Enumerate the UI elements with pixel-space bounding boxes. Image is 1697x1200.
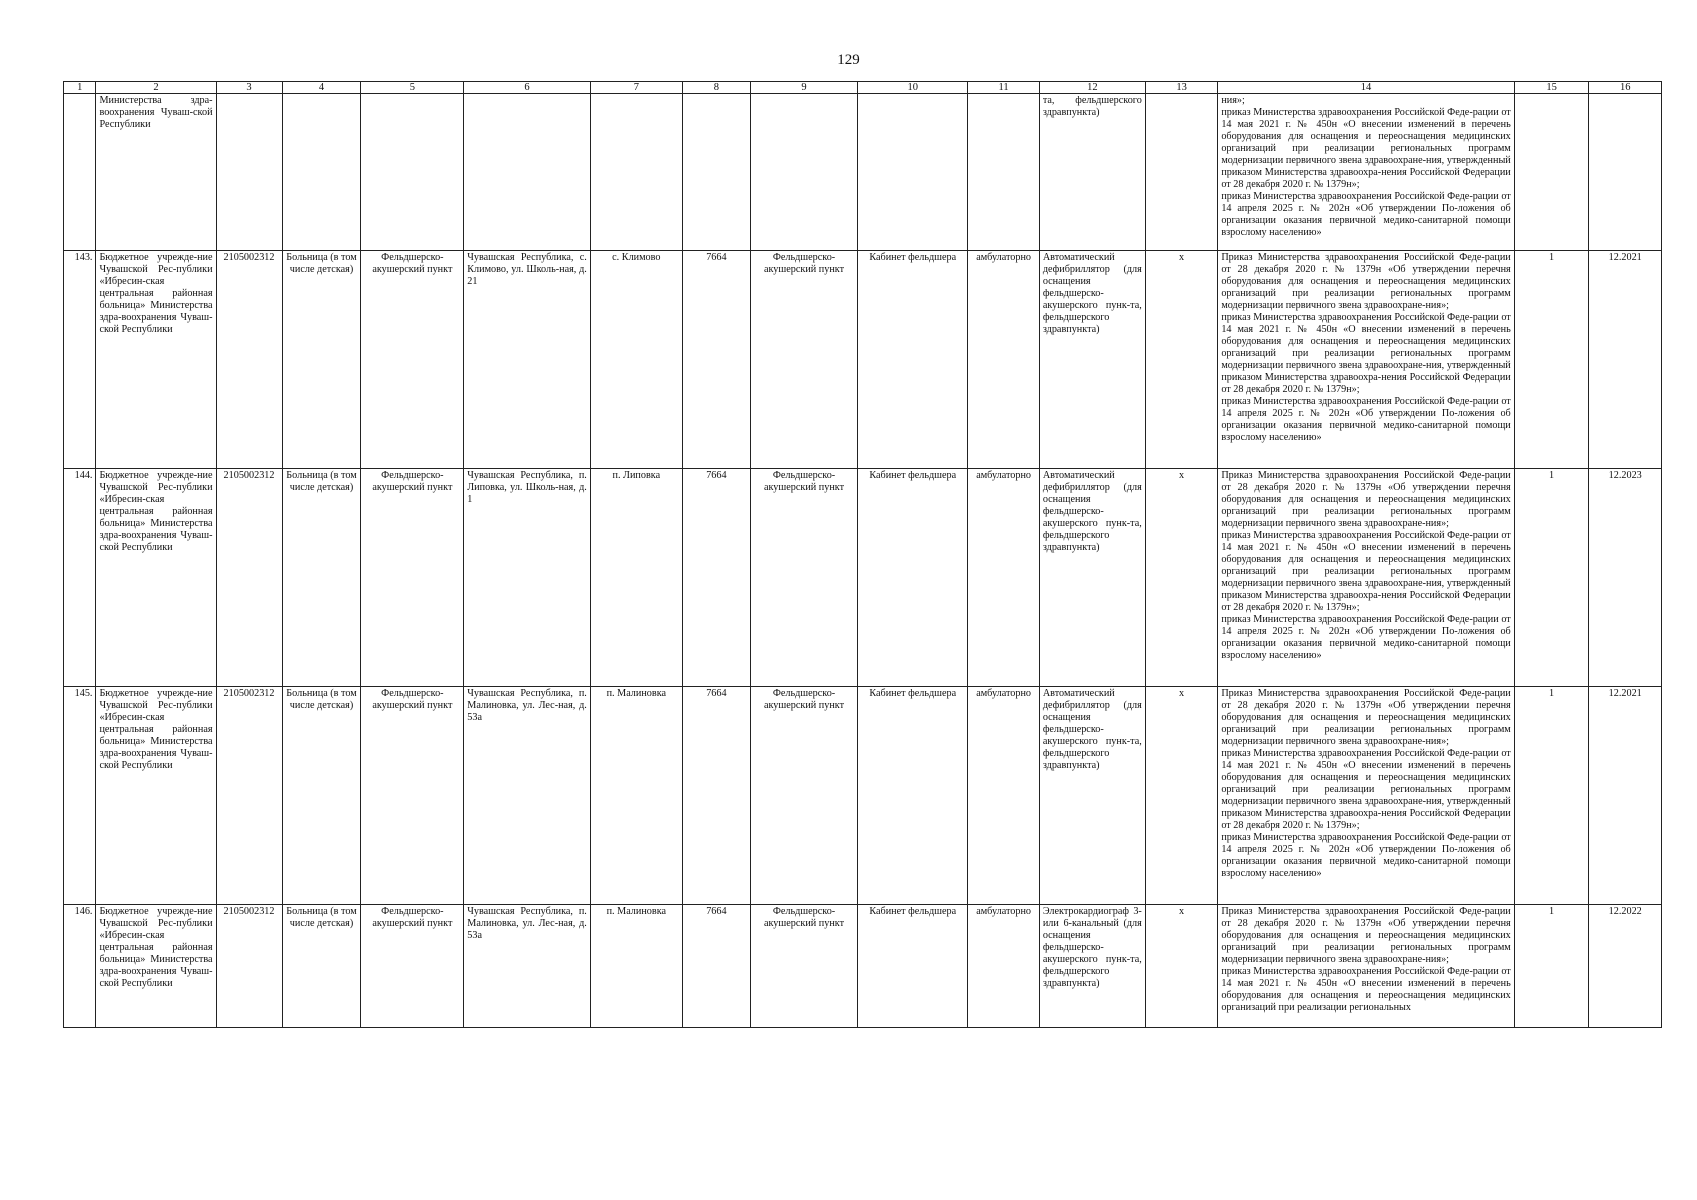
row-number-cell: 144. [64,469,96,687]
column-number-row [64,82,1662,94]
column-number-13: 13 [1145,82,1217,94]
room-cell: Кабинет фельдшера [858,905,968,1028]
legal-basis-cell: Приказ Министерства здравоохранения Российской Феде-рации от 28 декабря 2020 г. № 1379н «Об утверждении перечня оборудования для оснащения и переоснащения медицинских организаций при реализации региональных программ модернизации первичного звена здравоохране-ния»; приказ Министерства здравоохранения Российской Феде-рации от 14 мая 2021 г. № 450н «О внесении изменений в перечень оборудования для оснащения и переоснащения медицинских организаций при реализации региональных программ модернизации первичного звена здравоохране-ния, утвержденный приказом Министерства здравоохра-нения Российской Федерации от 28 декабря 2020 г. № 1379н»; приказ Министерства здравоохранения Российской Феде-рации от 14 апреля 2025 г. № 202н «Об утверждении По-ложения об организации оказания первичной медико-санитарной помощи взрослому населению» [1218,469,1514,687]
column-number-2: 2 [96,82,216,94]
structural-unit-cell: Фельдшерско-акушерский пункт [361,469,464,687]
table-row [64,94,1662,251]
mark-cell: x [1145,251,1217,469]
column-number-6: 6 [464,82,591,94]
row-number-cell: 143. [64,251,96,469]
oktmo-code-cell: 7664 [682,687,750,905]
equipment-name-cell: Электрокардиограф 3- или 6-канальный (для оснащения фельдшерско-акушерского пунк-та, фельдшерского здравпункта) [1039,905,1145,1028]
address-cell: Чувашская Республика, п. Малиновка, ул. Лес-ная, д. 53а [464,905,591,1028]
column-number-14: 14 [1218,82,1514,94]
facility-type-cell: Больница (в том числе детская) [282,687,361,905]
row-number-cell: 146. [64,905,96,1028]
column-number-4: 4 [282,82,361,94]
address-cell: Чувашская Республика, п. Малиновка, ул. Лес-ная, д. 53а [464,687,591,905]
structural-unit-cell: Фельдшерско-акушерский пункт [361,687,464,905]
column-number-10: 10 [858,82,968,94]
facility-type-cell [282,94,361,251]
quantity-cell: 1 [1514,469,1589,687]
division-cell: Фельдшерско-акушерский пункт [750,687,857,905]
column-number-8: 8 [682,82,750,94]
table-row [64,251,1662,469]
inn-code-cell: 2105002312 [216,469,282,687]
mark-cell: x [1145,687,1217,905]
date-cell [1589,94,1662,251]
structural-unit-cell [361,94,464,251]
column-number-1: 1 [64,82,96,94]
column-number-7: 7 [590,82,682,94]
facility-type-cell: Больница (в том числе детская) [282,469,361,687]
organization-name-cell: Бюджетное учрежде-ние Чувашской Рес-публики «Ибресин-ская центральная районная больница» Министерства здра-воохранения Чуваш-ской Республики [96,905,216,1028]
care-mode-cell [968,94,1039,251]
row-number-cell [64,94,96,251]
legal-basis-cell: Приказ Министерства здравоохранения Российской Феде-рации от 28 декабря 2020 г. № 1379н «Об утверждении перечня оборудования для оснащения и переоснащения медицинских организаций при реализации региональных программ модернизации первичного звена здравоохране-ния»; приказ Министерства здравоохранения Российской Феде-рации от 14 мая 2021 г. № 450н «О внесении изменений в перечень оборудования для оснащения и переоснащения медицинских организаций при реализации региональных [1218,905,1514,1028]
column-number-15: 15 [1514,82,1589,94]
quantity-cell: 1 [1514,905,1589,1028]
care-mode-cell: амбулаторно [968,251,1039,469]
quantity-cell [1514,94,1589,251]
division-cell: Фельдшерско-акушерский пункт [750,469,857,687]
table-row [64,469,1662,687]
column-number-16: 16 [1589,82,1662,94]
table-row [64,687,1662,905]
organization-name-cell: Министерства здра-воохранения Чуваш-ской Республики [96,94,216,251]
division-cell [750,94,857,251]
column-number-3: 3 [216,82,282,94]
column-number-9: 9 [750,82,857,94]
equipment-table [63,81,1662,1028]
date-cell: 12.2021 [1589,687,1662,905]
row-number-cell: 145. [64,687,96,905]
oktmo-code-cell: 7664 [682,469,750,687]
settlement-cell: п. Малиновка [590,687,682,905]
structural-unit-cell: Фельдшерско-акушерский пункт [361,251,464,469]
room-cell: Кабинет фельдшера [858,687,968,905]
settlement-cell: с. Климово [590,251,682,469]
table-row [64,905,1662,1028]
legal-basis-cell: Приказ Министерства здравоохранения Российской Феде-рации от 28 декабря 2020 г. № 1379н «Об утверждении перечня оборудования для оснащения и переоснащения медицинских организаций при реализации региональных программ модернизации первичного звена здравоохране-ния»; приказ Министерства здравоохранения Российской Феде-рации от 14 мая 2021 г. № 450н «О внесении изменений в перечень оборудования для оснащения и переоснащения медицинских организаций при реализации региональных программ модернизации первичного звена здравоохране-ния, утвержденный приказом Министерства здравоохра-нения Российской Федерации от 28 декабря 2020 г. № 1379н»; приказ Министерства здравоохранения Российской Феде-рации от 14 апреля 2025 г. № 202н «Об утверждении По-ложения об организации оказания первичной медико-санитарной помощи взрослому населению» [1218,251,1514,469]
settlement-cell: п. Малиновка [590,905,682,1028]
date-cell: 12.2022 [1589,905,1662,1028]
room-cell: Кабинет фельдшера [858,469,968,687]
settlement-cell [590,94,682,251]
quantity-cell: 1 [1514,251,1589,469]
oktmo-code-cell [682,94,750,251]
settlement-cell: п. Липовка [590,469,682,687]
mark-cell [1145,94,1217,251]
mark-cell: x [1145,905,1217,1028]
page-number: 129 [837,52,860,68]
organization-name-cell: Бюджетное учрежде-ние Чувашской Рес-публики «Ибресин-ская центральная районная больница» Министерства здра-воохранения Чуваш-ской Республики [96,251,216,469]
address-cell: Чувашская Республика, п. Липовка, ул. Школь-ная, д. 1 [464,469,591,687]
quantity-cell: 1 [1514,687,1589,905]
care-mode-cell: амбулаторно [968,469,1039,687]
oktmo-code-cell: 7664 [682,251,750,469]
room-cell: Кабинет фельдшера [858,251,968,469]
legal-basis-cell: ния»; приказ Министерства здравоохранения Российской Феде-рации от 14 мая 2021 г. № 450н «О внесении изменений в перечень оборудования для оснащения и переоснащения медицинских организаций при реализации региональных программ модернизации первичного звена здравоохране-ния, утвержденный приказом Министерства здравоохра-нения Российской Федерации от 28 декабря 2020 г. № 1379н»; приказ Министерства здравоохранения Российской Феде-рации от 14 апреля 2025 г. № 202н «Об утверждении По-ложения об организации оказания первичной медико-санитарной помощи взрослому населению» [1218,94,1514,251]
care-mode-cell: амбулаторно [968,905,1039,1028]
date-cell: 12.2023 [1589,469,1662,687]
mark-cell: x [1145,469,1217,687]
address-cell: Чувашская Республика, с. Климово, ул. Школь-ная, д. 21 [464,251,591,469]
structural-unit-cell: Фельдшерско-акушерский пункт [361,905,464,1028]
equipment-name-cell: та, фельдшерского здравпункта) [1039,94,1145,251]
facility-type-cell: Больница (в том числе детская) [282,905,361,1028]
column-number-5: 5 [361,82,464,94]
inn-code-cell: 2105002312 [216,905,282,1028]
address-cell [464,94,591,251]
inn-code-cell: 2105002312 [216,251,282,469]
equipment-name-cell: Автоматический дефибриллятор (для оснащения фельдшерско-акушерского пунк-та, фельдшерского здравпункта) [1039,251,1145,469]
equipment-name-cell: Автоматический дефибриллятор (для оснащения фельдшерско-акушерского пунк-та, фельдшерского здравпункта) [1039,687,1145,905]
oktmo-code-cell: 7664 [682,905,750,1028]
room-cell [858,94,968,251]
facility-type-cell: Больница (в том числе детская) [282,251,361,469]
inn-code-cell: 2105002312 [216,687,282,905]
division-cell: Фельдшерско-акушерский пункт [750,251,857,469]
organization-name-cell: Бюджетное учрежде-ние Чувашской Рес-публики «Ибресин-ская центральная районная больница» Министерства здра-воохранения Чуваш-ской Республики [96,687,216,905]
equipment-name-cell: Автоматический дефибриллятор (для оснащения фельдшерско-акушерского пунк-та, фельдшерского здравпункта) [1039,469,1145,687]
organization-name-cell: Бюджетное учрежде-ние Чувашской Рес-публики «Ибресин-ская центральная районная больница» Министерства здра-воохранения Чуваш-ской Республики [96,469,216,687]
inn-code-cell [216,94,282,251]
legal-basis-cell: Приказ Министерства здравоохранения Российской Феде-рации от 28 декабря 2020 г. № 1379н «Об утверждении перечня оборудования для оснащения и переоснащения медицинских организаций при реализации региональных программ модернизации первичного звена здравоохране-ния»; приказ Министерства здравоохранения Российской Феде-рации от 14 мая 2021 г. № 450н «О внесении изменений в перечень оборудования для оснащения и переоснащения медицинских организаций при реализации региональных программ модернизации первичного звена здравоохране-ния, утвержденный приказом Министерства здравоохра-нения Российской Федерации от 28 декабря 2020 г. № 1379н»; приказ Министерства здравоохранения Российской Феде-рации от 14 апреля 2025 г. № 202н «Об утверждении По-ложения об организации оказания первичной медико-санитарной помощи взрослому населению» [1218,687,1514,905]
care-mode-cell: амбулаторно [968,687,1039,905]
date-cell: 12.2021 [1589,251,1662,469]
division-cell: Фельдшерско-акушерский пункт [750,905,857,1028]
column-number-12: 12 [1039,82,1145,94]
column-number-11: 11 [968,82,1039,94]
